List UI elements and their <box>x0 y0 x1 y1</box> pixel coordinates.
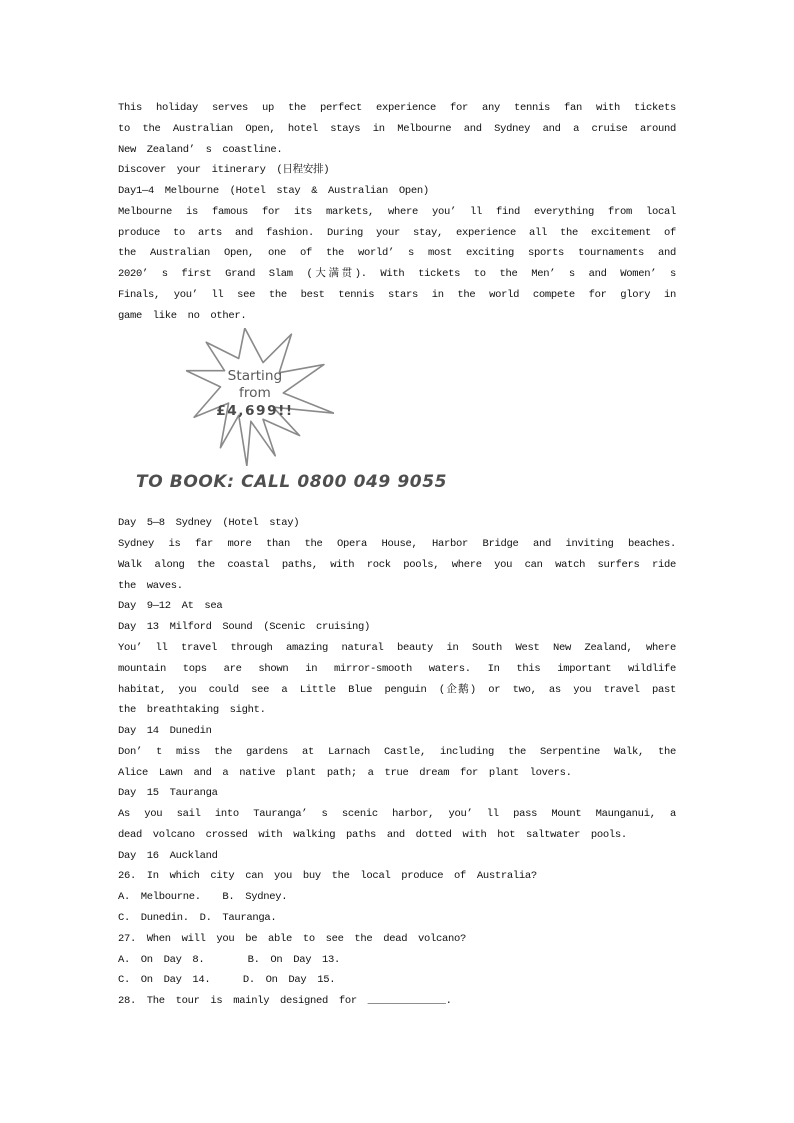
body-line: habitat, you could see a Little Blue penguin (企鹅) or two, as you travel past <box>118 683 676 696</box>
day-header-at-sea: Day 9—12 At sea <box>118 600 223 613</box>
body-line: Melbourne is famous for its markets, where you’ ll find everything from local <box>118 205 676 218</box>
booking-phone-line: TO BOOK: CALL 0800 049 9055 <box>136 472 448 493</box>
day-header-sydney: Day 5—8 Sydney (Hotel stay) <box>118 517 300 530</box>
body-line: the Australian Open, one of the world’ s most exciting sports tournaments and <box>118 247 676 260</box>
day-header-melbourne: Day1—4 Melbourne (Hotel stay & Australian Open) <box>118 185 429 198</box>
question-28: 28. The tour is mainly designed for _____________. <box>118 995 452 1008</box>
body-line: Walk along the coastal paths, with rock pools, where you can watch surfers ride <box>118 558 676 571</box>
body-line: Alice Lawn and a native plant path; a true dream for plant lovers. <box>118 766 572 779</box>
question-26-options-ab: A. Melbourne. B. Sydney. <box>118 891 288 904</box>
body-line: the breathtaking sight. <box>118 704 266 717</box>
body-line: You’ ll travel through amazing natural beauty in South West New Zealand, where <box>118 642 676 655</box>
body-line: to the Australian Open, hotel stays in Melbourne and Sydney and a cruise around <box>118 122 676 135</box>
day-header-tauranga: Day 15 Tauranga <box>118 787 218 800</box>
price-promo-graphic <box>118 326 676 513</box>
body-line: game like no other. <box>118 309 247 322</box>
day-header-auckland: Day 16 Auckland <box>118 849 218 862</box>
body-line: Finals, you’ ll see the best tennis stars in the world compete for glory in <box>118 288 676 301</box>
starburst-text-line2: from <box>239 385 271 402</box>
question-27: 27. When will you be able to see the dead volcano? <box>118 932 467 945</box>
itinerary-heading: Discover your itinerary (日程安排) <box>118 164 330 177</box>
question-26: 26. In which city can you buy the local produce of Australia? <box>118 870 537 883</box>
body-line: mountain tops are shown in mirror-smooth waters. In this important wildlife <box>118 662 676 675</box>
document-page <box>118 98 676 1012</box>
body-line: the waves. <box>118 579 183 592</box>
body-line: produce to arts and fashion. During your stay, experience all the excitement of <box>118 226 676 239</box>
body-line: New Zealand’ s coastline. <box>118 143 283 156</box>
question-27-options-cd: C. On Day 14. D. On Day 15. <box>118 974 336 987</box>
question-26-options-cd: C. Dunedin. D. Tauranga. <box>118 911 277 924</box>
body-line: 2020’ s first Grand Slam (大满贯). With tickets to the Men’ s and Women’ s <box>118 268 676 281</box>
body-line: As you sail into Tauranga’ s scenic harbor, you’ ll pass Mount Maunganui, a <box>118 808 676 821</box>
question-27-options-ab: A. On Day 8. B. On Day 13. <box>118 953 341 966</box>
starburst-text-line1: Starting <box>227 368 283 385</box>
body-line: Don’ t miss the gardens at Larnach Castle, including the Serpentine Walk, the <box>118 745 676 758</box>
body-line: dead volcano crossed with walking paths and dotted with hot saltwater pools. <box>118 828 627 841</box>
price-starburst <box>186 328 334 466</box>
day-header-milford-sound: Day 13 Milford Sound (Scenic cruising) <box>118 621 371 634</box>
body-line: Sydney is far more than the Opera House, Harbor Bridge and inviting beaches. <box>118 538 676 551</box>
body-line: This holiday serves up the perfect experience for any tennis fan with tickets <box>118 102 676 114</box>
starburst-price: £4,699!! <box>216 403 294 420</box>
day-header-dunedin: Day 14 Dunedin <box>118 725 212 738</box>
